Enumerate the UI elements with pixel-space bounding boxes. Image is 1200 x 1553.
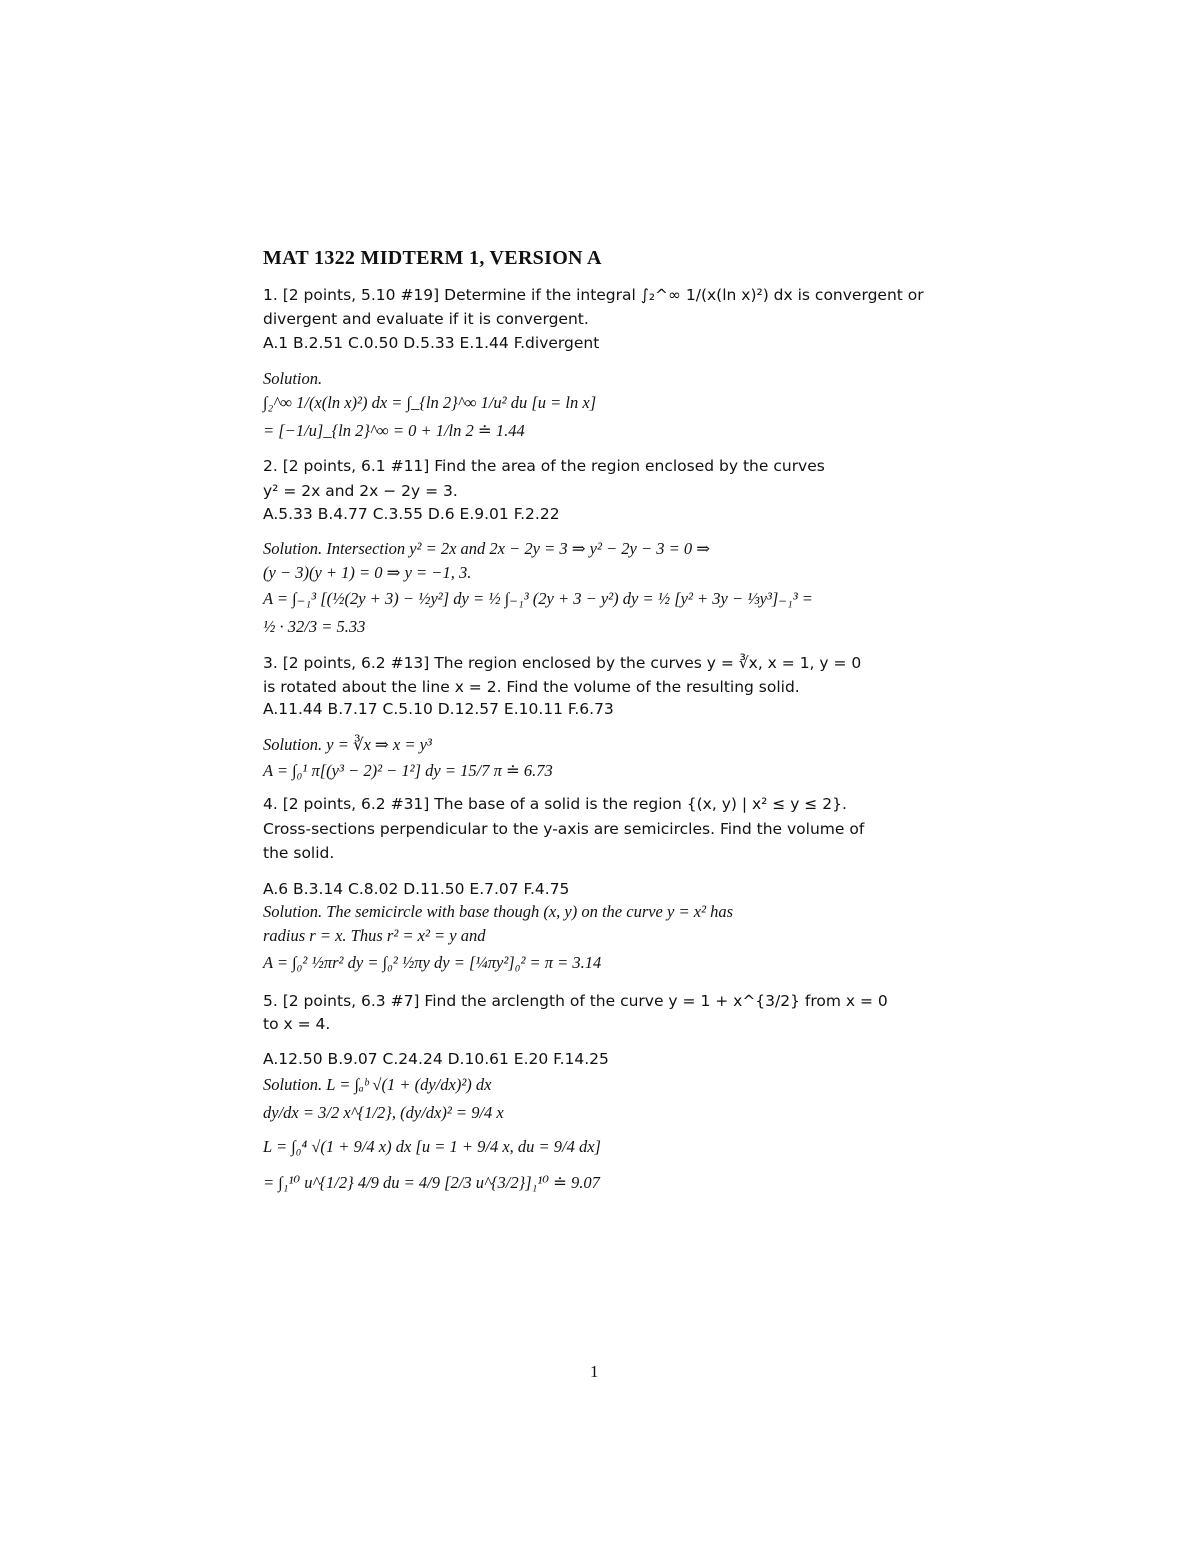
solution-line: = [−1/u]_{ln 2}^∞ = 0 + 1/ln 2 ≐ 1.44	[263, 421, 525, 440]
solution-line: Solution. Intersection y² = 2x and 2x − 2y = 3 ⇒ y² − 2y − 3 = 0 ⇒	[263, 539, 711, 558]
problem-line: 1. [2 points, 5.10 #19] Determine if the integral ∫₂^∞ 1/(x(ln x)²) dx is convergent or	[263, 286, 924, 304]
solution-line: Solution. y = ∛x ⇒ x = y³	[263, 735, 432, 754]
solution-line: = ∫₁¹⁰ u^{1/2} 4/9 du = 4/9 [2/3 u^{3/2}]₁¹⁰ ≐ 9.07	[263, 1173, 600, 1192]
solution-line: A = ∫₀¹ π[(y³ − 2)² − 1²] dy = 15/7 π ≐ 6.73	[263, 761, 553, 780]
solution-line: radius r = x. Thus r² = x² = y and	[263, 926, 486, 945]
solution-line: A = ∫₋₁³ [(½(2y + 3) − ½y²] dy = ½ ∫₋₁³ (2y + 3 − y²) dy = ½ [y² + 3y − ⅓y³]₋₁³ =	[263, 589, 813, 608]
problem-line: 3. [2 points, 6.2 #13] The region enclosed by the curves y = ∛x, x = 1, y = 0	[263, 654, 862, 672]
solution-line: Solution. The semicircle with base though (x, y) on the curve y = x² has	[263, 902, 734, 921]
solution-line: A = ∫₀² ½πr² dy = ∫₀² ½πy dy = [¼πy²]₀² = π = 3.14	[263, 953, 602, 972]
problem-line: 4. [2 points, 6.2 #31] The base of a solid is the region {(x, y) | x² ≤ y ≤ 2}.	[263, 795, 847, 813]
solution-line: ∫₂^∞ 1/(x(ln x)²) dx = ∫_{ln 2}^∞ 1/u² du [u = ln x]	[263, 393, 597, 412]
solution-line: Solution. L = ∫ₐᵇ √(1 + (dy/dx)²) dx	[263, 1075, 492, 1094]
problem-line: to x = 4.	[263, 1015, 331, 1033]
problem-line: y² = 2x and 2x − 2y = 3.	[263, 482, 458, 500]
answer-choices: A.11.44 B.7.17 C.5.10 D.12.57 E.10.11 F.6.73	[263, 700, 614, 718]
problem-line: Cross-sections perpendicular to the y-axis are semicircles. Find the volume of	[263, 820, 865, 838]
solution-line: dy/dx = 3/2 x^{1/2}, (dy/dx)² = 9/4 x	[263, 1103, 504, 1122]
problem-line: the solid.	[263, 844, 335, 862]
answer-choices: A.1 B.2.51 C.0.50 D.5.33 E.1.44 F.divergent	[263, 334, 600, 352]
solution-line: (y − 3)(y + 1) = 0 ⇒ y = −1, 3.	[263, 563, 472, 582]
problem-line: is rotated about the line x = 2. Find the volume of the resulting solid.	[263, 678, 800, 696]
problem-line: divergent and evaluate if it is convergent.	[263, 310, 589, 328]
answer-choices: A.12.50 B.9.07 C.24.24 D.10.61 E.20 F.14.25	[263, 1050, 609, 1068]
answer-choices: A.5.33 B.4.77 C.3.55 D.6 E.9.01 F.2.22	[263, 505, 560, 523]
answer-choices: A.6 B.3.14 C.8.02 D.11.50 E.7.07 F.4.75	[263, 880, 570, 898]
solution-line: Solution.	[263, 369, 323, 388]
solution-line: L = ∫₀⁴ √(1 + 9/4 x) dx [u = 1 + 9/4 x, du = 9/4 dx]	[263, 1137, 601, 1156]
problem-line: 5. [2 points, 6.3 #7] Find the arclength of the curve y = 1 + x^{3/2} from x = 0	[263, 992, 888, 1010]
page-number: 1	[590, 1362, 599, 1381]
exam-title: MAT 1322 MIDTERM 1, VERSION A	[263, 247, 602, 269]
problem-line: 2. [2 points, 6.1 #11] Find the area of the region enclosed by the curves	[263, 457, 825, 475]
solution-line: ½ · 32/3 = 5.33	[263, 617, 366, 636]
